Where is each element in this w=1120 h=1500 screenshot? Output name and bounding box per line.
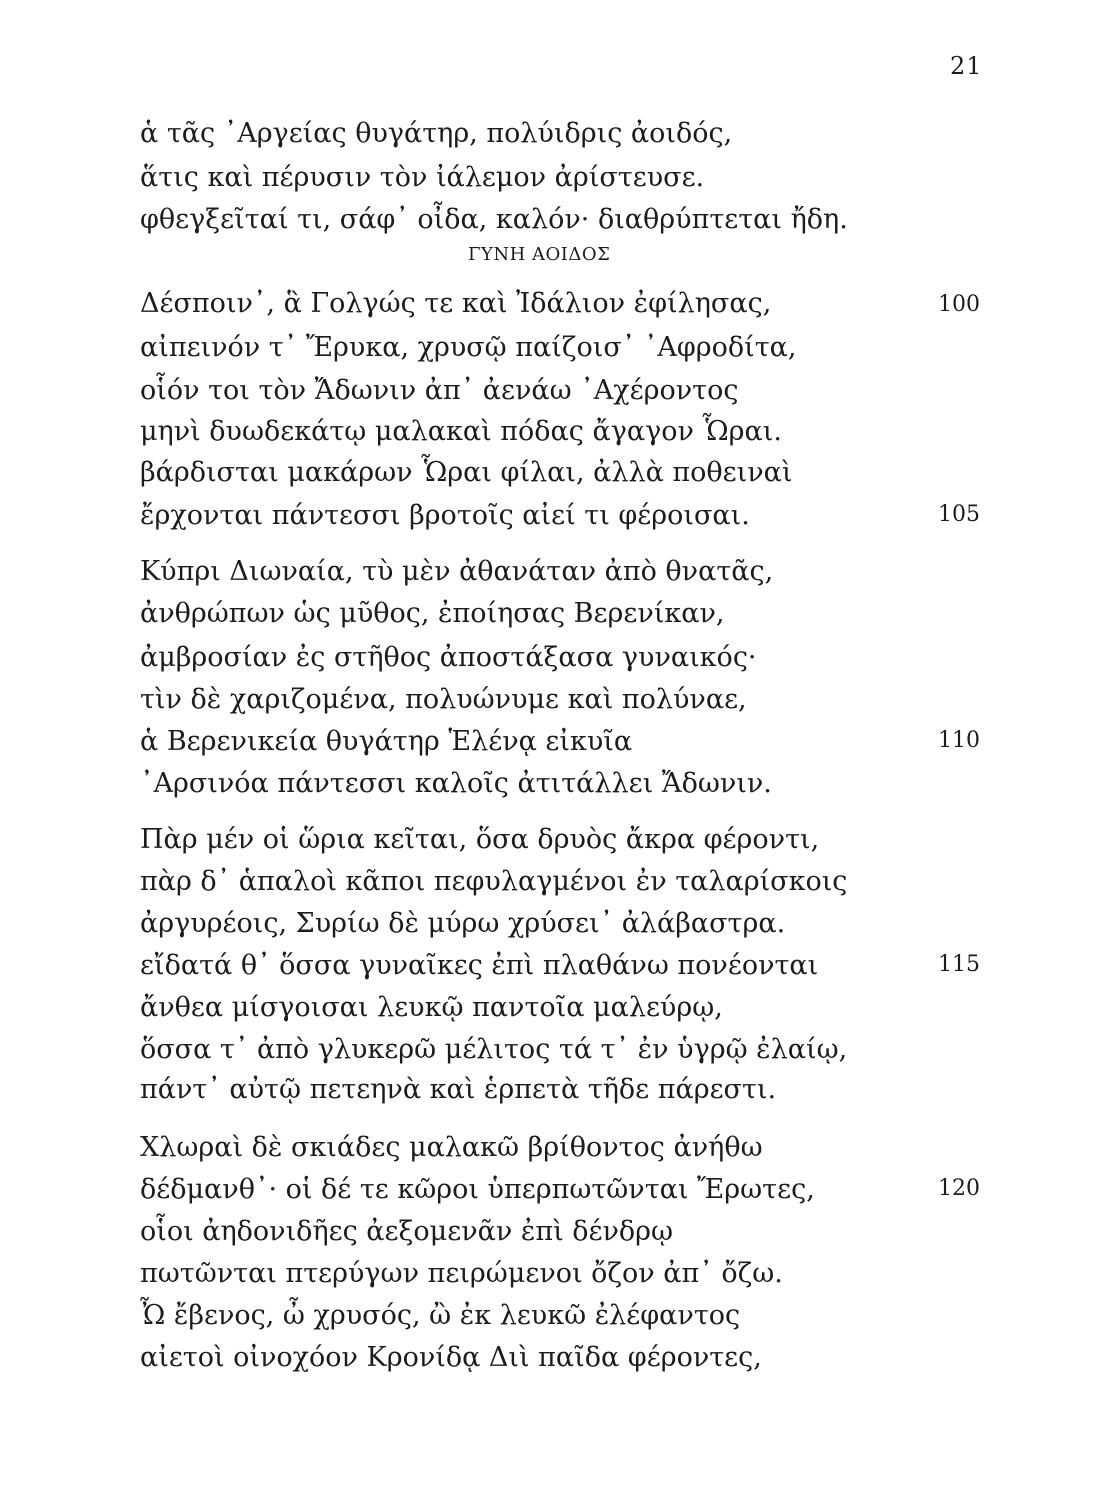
verse-line: Δέσποιν᾽, ἃ Γολγώς τε καὶ Ἰδάλιον ἐφίλησας,: [140, 288, 772, 319]
verse-line: πὰρ δ᾽ ἁπαλοὶ κᾶποι πεφυλαγμένοι ἐν ταλαρίσκοις: [140, 866, 848, 897]
line-number: 115: [938, 952, 980, 977]
verse-line: ἔρχονται πάντεσσι βροτοῖς αἰεί τι φέροισαι.: [140, 500, 750, 531]
verse-line: εἴδατά θ᾽ ὅσσα γυναῖκες ἐπὶ πλαθάνω πονέονται: [140, 950, 819, 981]
line-number: 110: [938, 728, 980, 753]
verse-line: Κύπρι Διωναία, τὺ μὲν ἀθανάταν ἀπὸ θνατᾶς,: [140, 556, 774, 587]
verse-line: ἀργυρέοις, Συρίω δὲ μύρω χρύσει᾽ ἀλάβαστρα.: [140, 908, 786, 939]
verse-line: ὅσσα τ᾽ ἀπὸ γλυκερῶ μέλιτος τά τ᾽ ἐν ὑγρῷ ἐλαίῳ,: [140, 1034, 848, 1065]
line-number: 120: [938, 1176, 980, 1201]
verse-line: τὶν δὲ χαριζομένα, πολυώνυμε καὶ πολύναε,: [140, 684, 747, 715]
verse-line: πάντ᾽ αὐτῷ πετεηνὰ καὶ ἑρπετὰ τῆδε πάρεστι.: [140, 1074, 777, 1105]
verse-line: οἷοι ἀηδονιδῆες ἀεξομενᾶν ἐπὶ δένδρῳ: [140, 1216, 674, 1247]
verse-line: ἀμβροσίαν ἐς στῆθος ἀποστάξασα γυναικός·: [140, 642, 757, 673]
verse-line: πωτῶνται πτερύγων πειρώμενοι ὄζον ἀπ᾽ ὄζω.: [140, 1258, 783, 1289]
verse-line: ἄνθεα μίσγοισαι λευκῷ παντοῖα μαλεύρῳ,: [140, 992, 723, 1023]
verse-line: Ὦ ἔβενος, ὦ χρυσός, ὢ ἐκ λευκῶ ἐλέφαντος: [140, 1300, 741, 1331]
verse-line: Πὰρ μέν οἱ ὥρια κεῖται, ὅσα δρυὸς ἄκρα φέροντι,: [140, 824, 820, 855]
verse-line: ἁ τᾶς ᾿Αργείας θυγάτηρ, πολύιδρις ἀοιδός,: [140, 118, 733, 149]
page-number: 21: [950, 52, 983, 80]
verse-line: φθεγξεῖταί τι, σάφ᾽ οἶδα, καλόν· διαθρύπτεται ἤδη.: [140, 204, 848, 235]
verse-line: αἰπεινόν τ᾽ Ἔρυκα, χρυσῷ παίζοισ᾽ ᾿Αφροδίτα,: [140, 332, 797, 363]
verse-line: ἀνθρώπων ὡς μῦθος, ἐποίησας Βερενίκαν,: [140, 598, 725, 629]
verse-line: αἰετοὶ οἰνοχόον Κρονίδᾳ Διὶ παῖδα φέροντες,: [140, 1342, 762, 1373]
line-number: 100: [938, 292, 980, 317]
line-number: 105: [938, 502, 980, 527]
verse-line: ἅτις καὶ πέρυσιν τὸν ἰάλεμον ἀρίστευσε.: [140, 162, 705, 193]
speaker-heading: ΓΥΝΗ ΑΟΙΔΟΣ: [468, 244, 611, 265]
verse-line: βάρδισται μακάρων Ὧραι φίλαι, ἀλλὰ ποθειναὶ: [140, 457, 793, 488]
verse-line: Χλωραὶ δὲ σκιάδες μαλακῶ βρίθοντος ἀνήθω: [140, 1132, 763, 1163]
verse-line: ᾿Αρσινόα πάντεσσι καλοῖς ἀτιτάλλει Ἄδωνιν.: [140, 768, 772, 799]
verse-line: οἷόν τοι τὸν Ἄδωνιν ἀπ᾽ ἀενάω ᾿Αχέροντος: [140, 375, 739, 406]
verse-line: μηνὶ δυωδεκάτῳ μαλακαὶ πόδας ἄγαγον Ὧραι.: [140, 416, 782, 447]
verse-line: δέδμανθ᾽· οἱ δέ τε κῶροι ὑπερπωτῶνται Ἔρωτες,: [140, 1174, 815, 1205]
verse-line: ἁ Βερενικεία θυγάτηρ Ἑλένᾳ εἰκυῖα: [140, 726, 633, 757]
